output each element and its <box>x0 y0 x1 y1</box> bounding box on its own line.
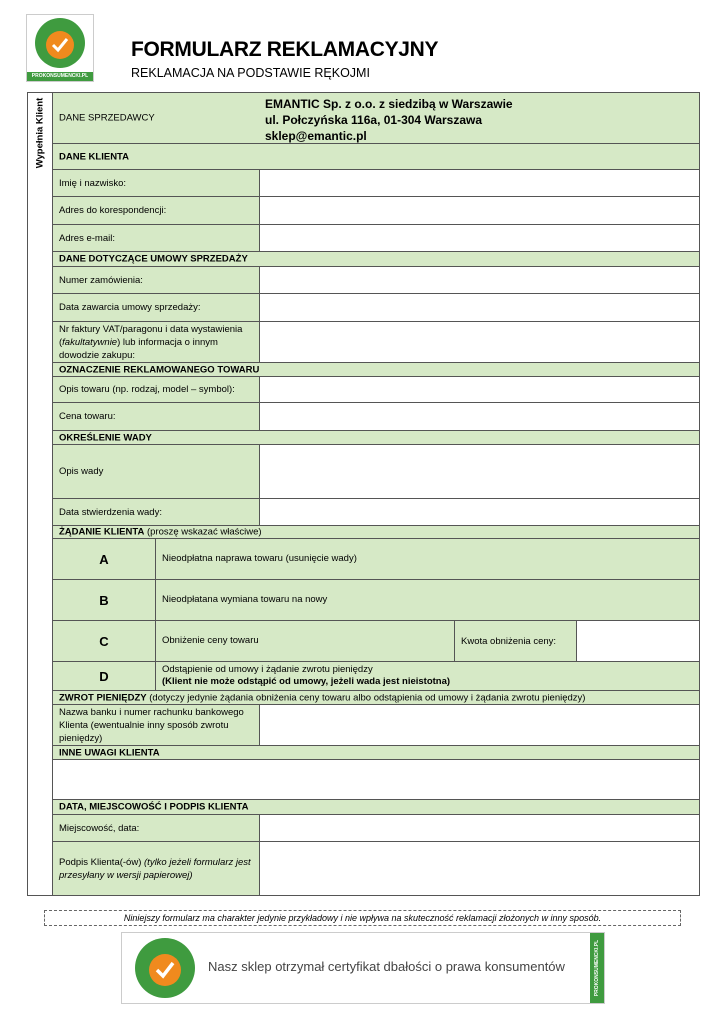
option-b-letter: B <box>53 580 156 620</box>
signature-field[interactable] <box>260 842 699 895</box>
product-desc-label: Opis towaru (np. rodzaj, model – symbol): <box>53 377 260 402</box>
email-field[interactable] <box>260 225 699 251</box>
email-label: Adres e-mail: <box>53 225 260 251</box>
defect-date-label: Data stwierdzenia wady: <box>53 499 260 525</box>
prokonsumencki-logo <box>26 14 94 82</box>
address-field[interactable] <box>260 197 699 224</box>
order-field[interactable] <box>260 267 699 293</box>
demand-option-b[interactable] <box>53 580 699 621</box>
contract-date-field[interactable] <box>260 294 699 321</box>
option-d-letter: D <box>53 662 156 690</box>
name-row <box>53 170 699 197</box>
product-desc-field[interactable] <box>260 377 699 402</box>
place-date-field[interactable] <box>260 815 699 841</box>
option-d-text: Odstąpienie od umowy i żądanie zwrotu pieniędzy (Klient nie może odstąpić od umowy, jeżeli wada jest nieistotna) <box>162 664 451 687</box>
complaint-form <box>27 92 700 896</box>
option-b-text: Nieodpłatana wymiana towaru na nowy <box>162 594 328 605</box>
bank-field[interactable] <box>260 705 699 745</box>
name-field[interactable] <box>260 170 699 196</box>
certificate-banner[interactable] <box>121 932 605 1004</box>
bank-label: Nazwa banku i numer rachunku bankowego Klienta (ewentualnie inny sposób zwrotu pieniędzy) <box>53 705 260 745</box>
contract-date-row <box>53 294 699 322</box>
defect-desc-field[interactable] <box>260 445 699 498</box>
certificate-badge-icon <box>130 933 200 1003</box>
logo-caption: PROKONSUMENCKI.PL <box>27 72 93 81</box>
demand-option-d[interactable] <box>53 662 699 691</box>
contract-date-label: Data zawarcia umowy sprzedaży: <box>53 294 260 321</box>
invoice-row <box>53 322 699 363</box>
defect-header: OKREŚLENIE WADY <box>53 431 699 445</box>
price-label: Cena towaru: <box>53 403 260 430</box>
invoice-field[interactable] <box>260 322 699 362</box>
contract-header: DANE DOTYCZĄCE UMOWY SPRZEDAŻY <box>53 252 699 267</box>
option-a-letter: A <box>53 539 156 579</box>
product-desc-row <box>53 377 699 403</box>
signature-header: DATA, MIEJSCOWOŚĆ I PODPIS KLIENTA <box>53 800 699 815</box>
reduction-amount-field[interactable] <box>577 621 699 661</box>
form-title: FORMULARZ REKLAMACYJNY <box>131 38 439 61</box>
seller-details: EMANTIC Sp. z o.o. z siedzibą w Warszawie ul. Połczyńska 116a, 01-304 Warszawa sklep@emantic.pl <box>265 97 513 143</box>
signature-row <box>53 842 699 895</box>
name-label: Imię i nazwisko: <box>53 170 260 196</box>
seller-label: DANE SPRZEDAWCY <box>59 112 155 124</box>
side-label: Wypełnia Klient <box>28 93 53 895</box>
option-c-letter: C <box>53 621 156 661</box>
price-field[interactable] <box>260 403 699 430</box>
reduction-amount-label: Kwota obniżenia ceny: <box>455 621 577 661</box>
product-header: OZNACZENIE REKLAMOWANEGO TOWARU <box>53 363 699 377</box>
demand-option-a[interactable] <box>53 539 699 580</box>
remarks-field[interactable] <box>53 760 699 800</box>
bank-row <box>53 705 699 746</box>
client-header: DANE KLIENTA <box>53 144 699 170</box>
place-date-label: Miejscowość, data: <box>53 815 260 841</box>
address-label: Adres do korespondencji: <box>53 197 260 224</box>
email-row <box>53 225 699 252</box>
banner-side-strip: PROKONSUMENCKI.PL <box>590 933 604 1003</box>
seller-row <box>53 93 699 144</box>
option-a-text: Nieodpłatna naprawa towaru (usunięcie wady) <box>162 553 357 564</box>
banner-text: Nasz sklep otrzymał certyfikat dbałości o prawa konsumentów <box>208 959 565 974</box>
disclaimer-note: Niniejszy formularz ma charakter jedynie przykładowy i nie wpływa na skuteczność reklamacji złożonych w inny sposób. <box>44 910 681 926</box>
place-date-row <box>53 815 699 842</box>
invoice-label: Nr faktury VAT/paragonu i data wystawienia (fakultatywnie) lub informacja o innym dowodzie zakupu: <box>53 322 260 362</box>
option-c-text: Obniżenie ceny towaru <box>156 621 455 661</box>
signature-label: Podpis Klienta(-ów) (tylko jeżeli formularz jest przesyłany w wersji papierowej) <box>53 842 260 895</box>
price-row <box>53 403 699 431</box>
remarks-header: INNE UWAGI KLIENTA <box>53 746 699 760</box>
defect-desc-label: Opis wady <box>53 445 260 498</box>
defect-date-row <box>53 499 699 526</box>
refund-header: ZWROT PIENIĘDZY (dotyczy jedynie żądania obniżenia ceny towaru albo odstąpienia od umowy i żądania zwrotu pieniędzy) <box>53 691 699 705</box>
demand-option-c[interactable] <box>53 621 699 662</box>
defect-desc-row <box>53 445 699 499</box>
demand-header: ŻĄDANIE KLIENTA (proszę wskazać właściwe) <box>53 526 699 539</box>
order-row <box>53 267 699 294</box>
defect-date-field[interactable] <box>260 499 699 525</box>
order-label: Numer zamówienia: <box>53 267 260 293</box>
certificate-badge-icon <box>27 15 93 71</box>
address-row <box>53 197 699 225</box>
form-subtitle: REKLAMACJA NA PODSTAWIE RĘKOJMI <box>131 66 370 80</box>
